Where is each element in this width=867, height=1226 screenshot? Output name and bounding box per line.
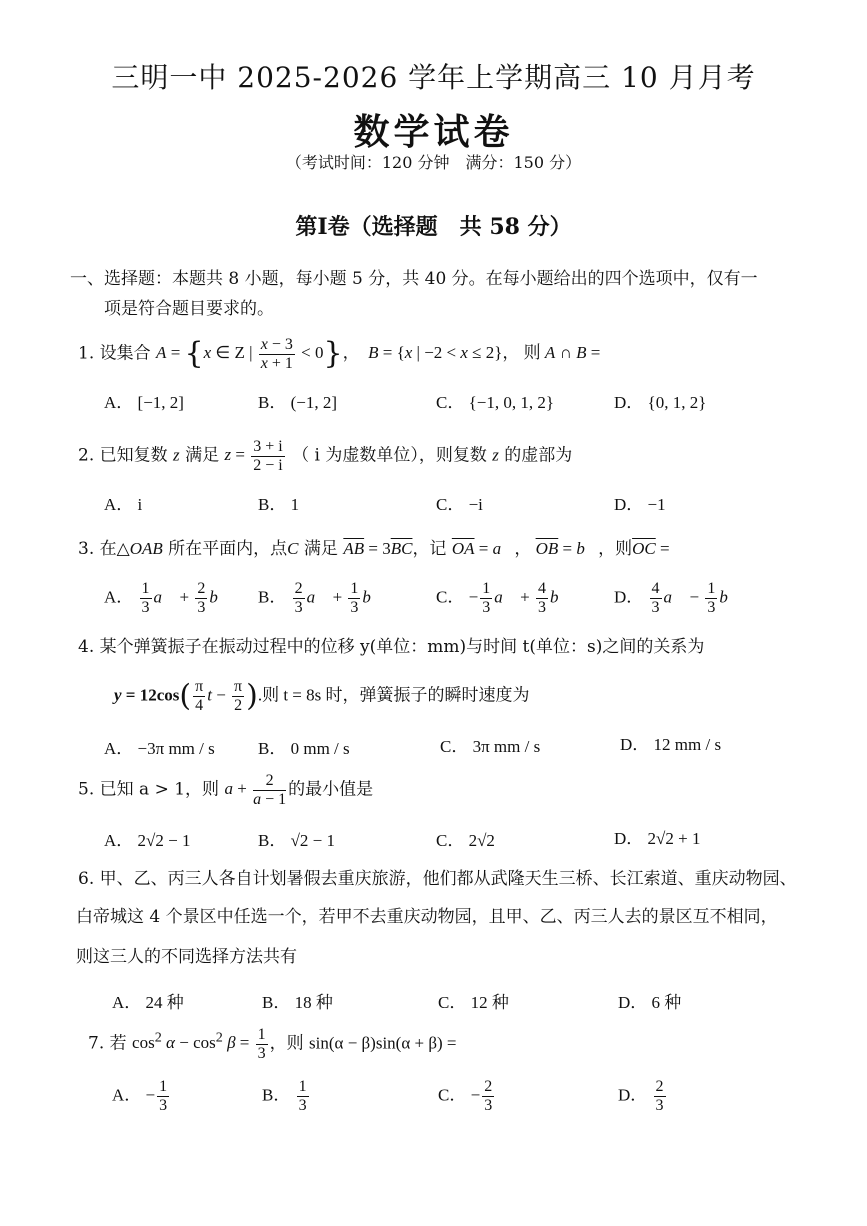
q3-option-d: D． $\frac{4}{3}$ a⃗ − $\frac{1}{3}$ b⃗ [614, 580, 742, 616]
q3-option-c: C． − $\frac{1}{3}$ a⃗ + $\frac{4}{3}$ b⃗ [436, 580, 572, 616]
question-3: 3. 在△OAB 所在平面内，点C 满足 $\overline{AB} = 3\overline{BC}$，记 $\overline{OA}$ = a⃗， $\overline{OB}$ = b⃗，则$\overline{OC}$ = [78, 539, 670, 559]
q6-option-c: C． 12 种 [438, 993, 509, 1012]
question-1 [78, 336, 600, 373]
question-6-line2: 白帝城这 4 个景区中任选一个，若甲不去重庆动物园，且甲、乙、丙三人去的景区互不相同， [76, 907, 778, 927]
q4-option-c: C． 3π mm / s [440, 737, 541, 756]
q1-option-a: A． [−1, 2] [104, 393, 184, 412]
q5-option-a: A． 2√2 − 1 [104, 831, 191, 850]
q2-option-c: C． −i [436, 495, 483, 514]
section-instruction-line2: 项是符合题目要求的。 [104, 299, 274, 319]
q7-option-a: A． − $\frac{1}{3}$ [112, 1078, 168, 1114]
set-a-expr: A = {x ∈ Z | $\frac{x - 3}{x + 1}$ < 0}， B = {x | −2 < x ≤ 2}， 则 A ∩ B = [156, 336, 601, 372]
q1-option-d: D． {0, 1, 2} [614, 393, 707, 412]
question-6-line3: 则这三人的不同选择方法共有 [76, 947, 297, 967]
section-instruction-line1: 一、选择题：本题共 8 小题，每小题 5 分，共 40 分。在每小题给出的四个选项中，仅有一 [70, 269, 758, 289]
question-lead: 设集合 [99, 343, 151, 364]
q6-option-b: B． 18 种 [262, 993, 333, 1012]
q3-option-b: B． $\frac{2}{3}$ a⃗ + $\frac{1}{3}$ b⃗ [258, 580, 385, 616]
question-5: 5. 已知 a > 1，则 a + $\frac{2}{a - 1}$ 的最小值是 [78, 772, 374, 808]
question-7: 7. 若 $\cos^2 \alpha - \cos^2 \beta$ = $\frac{1}{3}$ ，则 sin(α − β)sin(α + β) = [88, 1026, 457, 1062]
q7-option-b: B． $\frac{1}{3}$ [262, 1078, 307, 1114]
exam-title: 三明一中 2025-2026 学年上学期高三 10 月月考 [111, 61, 756, 94]
question-2: 2. 已知复数 z 满足 z = $\frac{3 + i}{2 - i}$ （ i 为虚数单位），则复数 z 的虚部为 [78, 438, 573, 474]
q1-option-b: B． (−1, 2] [258, 393, 338, 412]
q5-option-c: C． 2√2 [436, 831, 495, 850]
q6-option-a: A． 24 种 [112, 993, 184, 1012]
q4-option-a: A． −3π mm / s [104, 739, 215, 758]
question-4: 4. 某个弹簧振子在振动过程中的位移 y(单位：mm)与时间 t(单位：s)之间的关系为 [78, 637, 705, 657]
part-heading: 第Ⅰ卷（选择题 共 58 分） [295, 214, 572, 240]
paper-name: 数学试卷 [353, 111, 514, 153]
q3-option-a: A． $\frac{1}{3}$ a⃗ + $\frac{2}{3}$ b⃗ [104, 580, 232, 616]
q2-option-d: D． −1 [614, 495, 666, 514]
q7-option-d: D． $\frac{2}{3}$ [618, 1078, 664, 1114]
q7-option-c: C． − $\frac{2}{3}$ [438, 1078, 493, 1114]
q5-option-b: B． √2 − 1 [258, 831, 336, 850]
q1-option-c: C． {−1, 0, 1, 2} [436, 393, 555, 412]
q4-formula-line: y = 12cos( $\frac{\pi}{4}$ t − $\frac{\pi}{2}$ ).则 t = 8s 时，弹簧振子的瞬时速度为 [114, 678, 530, 714]
q4-option-d: D． 12 mm / s [620, 735, 722, 754]
exam-info: （考试时间：120 分钟 满分：150 分） [285, 153, 582, 172]
q2-option-a: A． i [104, 495, 143, 514]
q2-option-b: B． 1 [258, 495, 300, 514]
question-number: 1. [78, 343, 95, 364]
question-6-line1: 6. 甲、乙、丙三人各自计划暑假去重庆旅游，他们都从武隆天生三桥、长江索道、重庆动物园、 [78, 869, 797, 889]
q4-option-b: B． 0 mm / s [258, 739, 350, 758]
q5-option-d: D． 2√2 + 1 [614, 829, 701, 848]
q6-option-d: D． 6 种 [618, 993, 682, 1012]
